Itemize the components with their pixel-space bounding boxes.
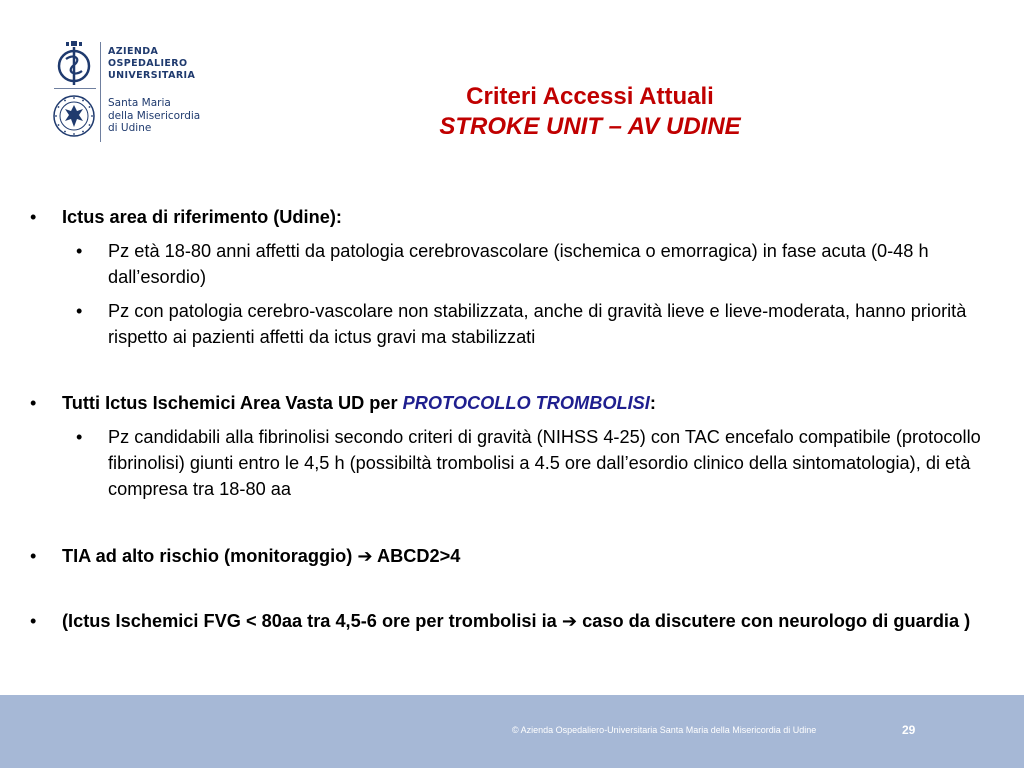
heading-prefix: Tutti Ictus Ischemici Area Vasta UD per <box>62 393 403 413</box>
bullet-heading: TIA ad alto rischio (monitoraggio) ➔ ABCD2>4 <box>62 546 461 566</box>
hospital-logo <box>50 38 220 146</box>
copyright-text: © Azienda Ospedaliero-Universitaria Santa Maria della Misericordia di Udine <box>512 725 817 735</box>
aou-emblem-icon <box>50 40 98 88</box>
slide-title <box>380 82 800 142</box>
bullet-icon: • <box>76 301 83 321</box>
title-line-1: Criteri Accessi Attuali <box>466 83 714 110</box>
bullet-icon: • <box>30 393 37 413</box>
bullet-icon: • <box>30 611 37 631</box>
logo-divider <box>54 88 96 89</box>
sub-bullet-text: Pz età 18-80 anni affetti da patologia cerebrovascolare (ischemica o emorragica) in fase acuta (0-48 h dall’esordio) <box>108 241 929 287</box>
heading-suffix: : <box>649 393 656 413</box>
seal-icon <box>50 92 98 140</box>
bullet-icon: • <box>30 207 37 227</box>
sub-bullet-text: Pz con patologia cerebro-vascolare non stabilizzata, anche di gravità lieve e lieve-moderata, hanno priorità rispetto ai pazienti affetti da ictus gravi ma stabilizzati <box>108 301 967 347</box>
sub-bullet-text: Pz candidabili alla fibrinolisi secondo criteri di gravità (NIHSS 4-25) con TAC encefalo compatibile (protocollo fibrinolisi) giunti entro le 4,5 h (possibiltà trombolisi a 4.5 ore dall’esordio clinico della sintomatologia), di età compresa tra 18-80 aa <box>108 427 981 499</box>
protocol-emphasis: PROTOCOLLO TROMBOLISI <box>402 393 650 413</box>
logo-divider <box>100 42 101 142</box>
title-line-2: STROKE UNIT – AV UDINE <box>439 113 741 140</box>
bullet-heading: Ictus area di riferimento (Udine): <box>62 207 342 227</box>
bullet-heading <box>62 390 972 416</box>
page-number: 29 <box>902 723 916 737</box>
logo-place-name: Santa Maria della Misericordia di Udine <box>108 97 201 134</box>
bullet-icon: • <box>76 241 83 261</box>
bullet-icon: • <box>30 546 37 566</box>
bullet-heading: (Ictus Ischemici FVG < 80aa tra 4,5-6 ore per trombolisi ia ➔ caso da discutere con neurologo di guardia ) <box>62 611 971 631</box>
footer-bar <box>0 695 1024 768</box>
logo-org-name: AZIENDA OSPEDALIERO UNIVERSITARIA <box>108 46 196 81</box>
bullet-icon: • <box>76 427 83 447</box>
